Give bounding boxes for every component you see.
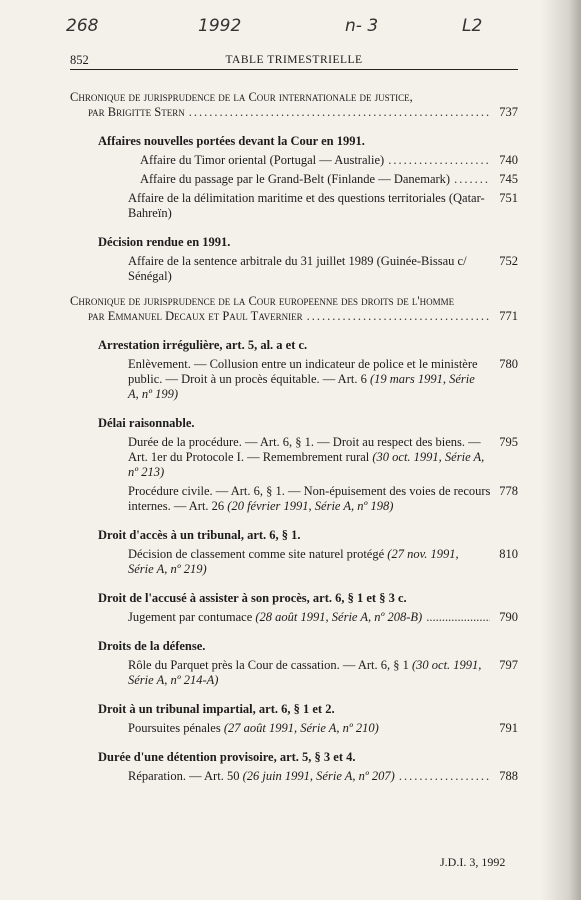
page-ref: 778 <box>499 484 518 498</box>
list-item: Affaire de la délimitation maritime et des questions territoriales (Qatar-Bahreïn) 751 <box>128 191 518 220</box>
chronicle-byline: par Brigitte Stern <box>88 105 185 119</box>
chronicle-icj <box>70 90 518 120</box>
chronicle-echr <box>70 294 518 324</box>
list-item: Rôle du Parquet près la Cour de cassation. — Art. 6, § 1 (30 oct. 1991, Série A, nº 214-A) 797 <box>128 658 518 687</box>
handwritten-note-year: 1992 <box>198 16 242 36</box>
section-heading: Droits de la défense. <box>98 639 206 653</box>
table-of-contents <box>70 90 518 784</box>
handwritten-note-268: 268 <box>66 16 99 36</box>
list-item: Jugement par contumace (28 août 1991, Série A, nº 208-B) ..... 790 <box>70 610 518 625</box>
page-ref: 810 <box>499 547 518 561</box>
list-item: Affaire du Timor oriental (Portugal — Australie) ..... 740 <box>70 153 518 168</box>
list-item: Poursuites pénales (27 août 1991, Série A, nº 210) 791 <box>128 721 518 735</box>
page-ref: 771 <box>499 309 518 323</box>
page-ref: 751 <box>499 191 518 205</box>
section-heading: Droit à un tribunal impartial, art. 6, § 1 et 2. <box>98 702 335 716</box>
chronicle-byline: par Emmanuel Decaux et Paul Tavernier <box>88 309 303 323</box>
page-header <box>70 53 518 70</box>
page-ref: 745 <box>499 172 518 186</box>
list-item: Affaire du passage par le Grand-Belt (Finlande — Danemark) ..... 745 <box>70 172 518 187</box>
list-item: Procédure civile. — Art. 6, § 1. — Non-épuisement des voies de recours internes. — Art. 26 (20 février 1991, Série A, nº 198) 778 <box>128 484 518 513</box>
list-item: Enlèvement. — Collusion entre un indicateur de police et le ministère public. — Droit à un procès équitable. — Art. 6 (19 mars 1991, Série A, nº 199) 780 <box>128 357 518 401</box>
page-ref: 788 <box>499 769 518 783</box>
section-heading: Arrestation irrégulière, art. 5, al. a et c. <box>98 338 308 352</box>
section-heading: Décision rendue en 1991. <box>98 235 231 249</box>
section-heading: Délai raisonnable. <box>98 416 195 430</box>
page-number: 852 <box>70 53 89 67</box>
chronicle-title: Chronique de jurisprudence de la Cour internationale de justice, <box>70 90 413 104</box>
handwritten-note-l2: L2 <box>462 16 483 36</box>
page-ref: 740 <box>499 153 518 167</box>
list-item: Affaire de la sentence arbitrale du 31 juillet 1989 (Guinée-Bissau c/ Sénégal) 752 <box>128 254 518 283</box>
running-title: TABLE TRIMESTRIELLE <box>225 54 363 66</box>
section-heading: Droit d'accès à un tribunal, art. 6, § 1. <box>98 528 301 542</box>
list-item: Réparation. — Art. 50 (26 juin 1991, Série A, nº 207) ..... 788 <box>70 769 518 784</box>
chronicle-title: Chronique de jurisprudence de la Cour europeenne des droits de l'homme <box>70 294 455 308</box>
page-ref: 790 <box>499 610 518 624</box>
section-heading: Droit de l'accusé à assister à son procès, art. 6, § 1 et § 3 c. <box>98 591 407 605</box>
page-edge-shadow <box>541 0 581 900</box>
section-heading: Affaires nouvelles portées devant la Cour en 1991. <box>98 134 365 148</box>
list-item: Durée de la procédure. — Art. 6, § 1. — Droit au respect des biens. — Art. 1er du Protocole I. — Remembrement rural (30 oct. 1991, Série A, nº 213) 795 <box>128 435 518 479</box>
page-ref: 795 <box>499 435 518 449</box>
list-item: Décision de classement comme site naturel protégé (27 nov. 1991, Série A, nº 219) 810 <box>128 547 518 576</box>
section-heading: Durée d'une détention provisoire, art. 5, § 3 et 4. <box>98 750 356 764</box>
handwritten-note-number: n- 3 <box>345 16 379 36</box>
page-ref: 737 <box>499 105 518 119</box>
page-ref: 780 <box>499 357 518 371</box>
page-ref: 791 <box>499 721 518 735</box>
page-ref: 752 <box>499 254 518 268</box>
footer-citation: J.D.I. 3, 1992 <box>440 855 506 869</box>
page-ref: 797 <box>499 658 518 672</box>
